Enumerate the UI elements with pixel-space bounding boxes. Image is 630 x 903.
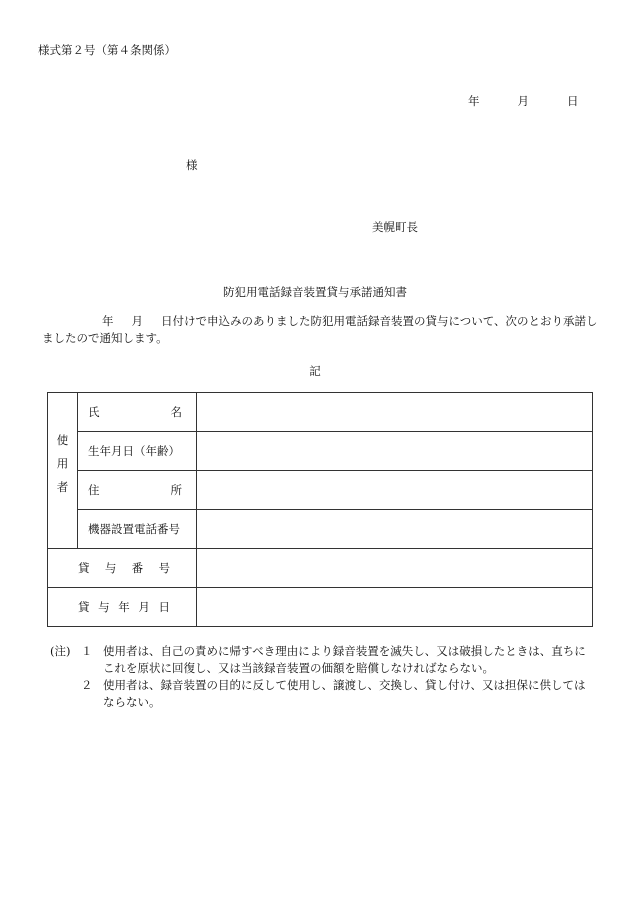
note-number: ２ [81,678,93,692]
table-row [48,549,593,588]
address-label: 住 所 [78,471,197,510]
date-year: 年 [468,94,480,108]
table-row [48,432,593,471]
table-row [48,588,593,627]
table-row [48,510,593,549]
lending-date-value[interactable] [197,588,593,627]
form-number: 様式第２号（第４条関係） [38,43,176,57]
body-year: 年 [102,314,114,328]
lending-number-value[interactable] [197,549,593,588]
lending-number-label: 貸 与 番 号 [48,549,197,588]
birthdate-label: 生年月日（年齢） [78,432,197,471]
notes [50,643,595,711]
ki-heading: 記 [309,364,321,378]
addressee-suffix: 様 [186,158,198,172]
body-month: 月 [131,314,143,328]
phone-label: 機器設置電話番号 [78,510,197,549]
notes-lead: (注) [50,644,71,658]
body-text: 日付けで申込みのありました防犯用電話録音装置の貸与について、次のとおり承諾しましたので通知します。 [42,314,598,345]
lending-date-label: 貸 与 年 月 日 [48,588,197,627]
notice-body [42,313,598,347]
date-line [468,93,579,109]
note-item [50,643,595,677]
name-label: 氏 名 [78,393,197,432]
loan-info-table [47,392,593,627]
table-row [48,471,593,510]
address-value[interactable] [197,471,593,510]
document-title: 防犯用電話録音装置貸与承諾通知書 [223,285,407,299]
table-row [48,393,593,432]
birthdate-value[interactable] [197,432,593,471]
note-number: １ [81,644,93,658]
name-value[interactable] [197,393,593,432]
user-group-label: 使用者 [48,393,78,549]
issuer: 美幌町長 [372,220,418,234]
note-text: 使用者は、自己の責めに帰すべき理由により録音装置を滅失し、又は破損したときは、直ちにこれを原状に回復し、又は当該録音装置の価額を賠償しなければならない。 [103,644,586,675]
phone-value[interactable] [197,510,593,549]
note-text: 使用者は、録音装置の目的に反して使用し、譲渡し、交換し、貸し付け、又は担保に供してはならない。 [103,678,586,709]
date-day: 日 [567,94,579,108]
date-month: 月 [517,94,529,108]
note-item [50,677,595,711]
